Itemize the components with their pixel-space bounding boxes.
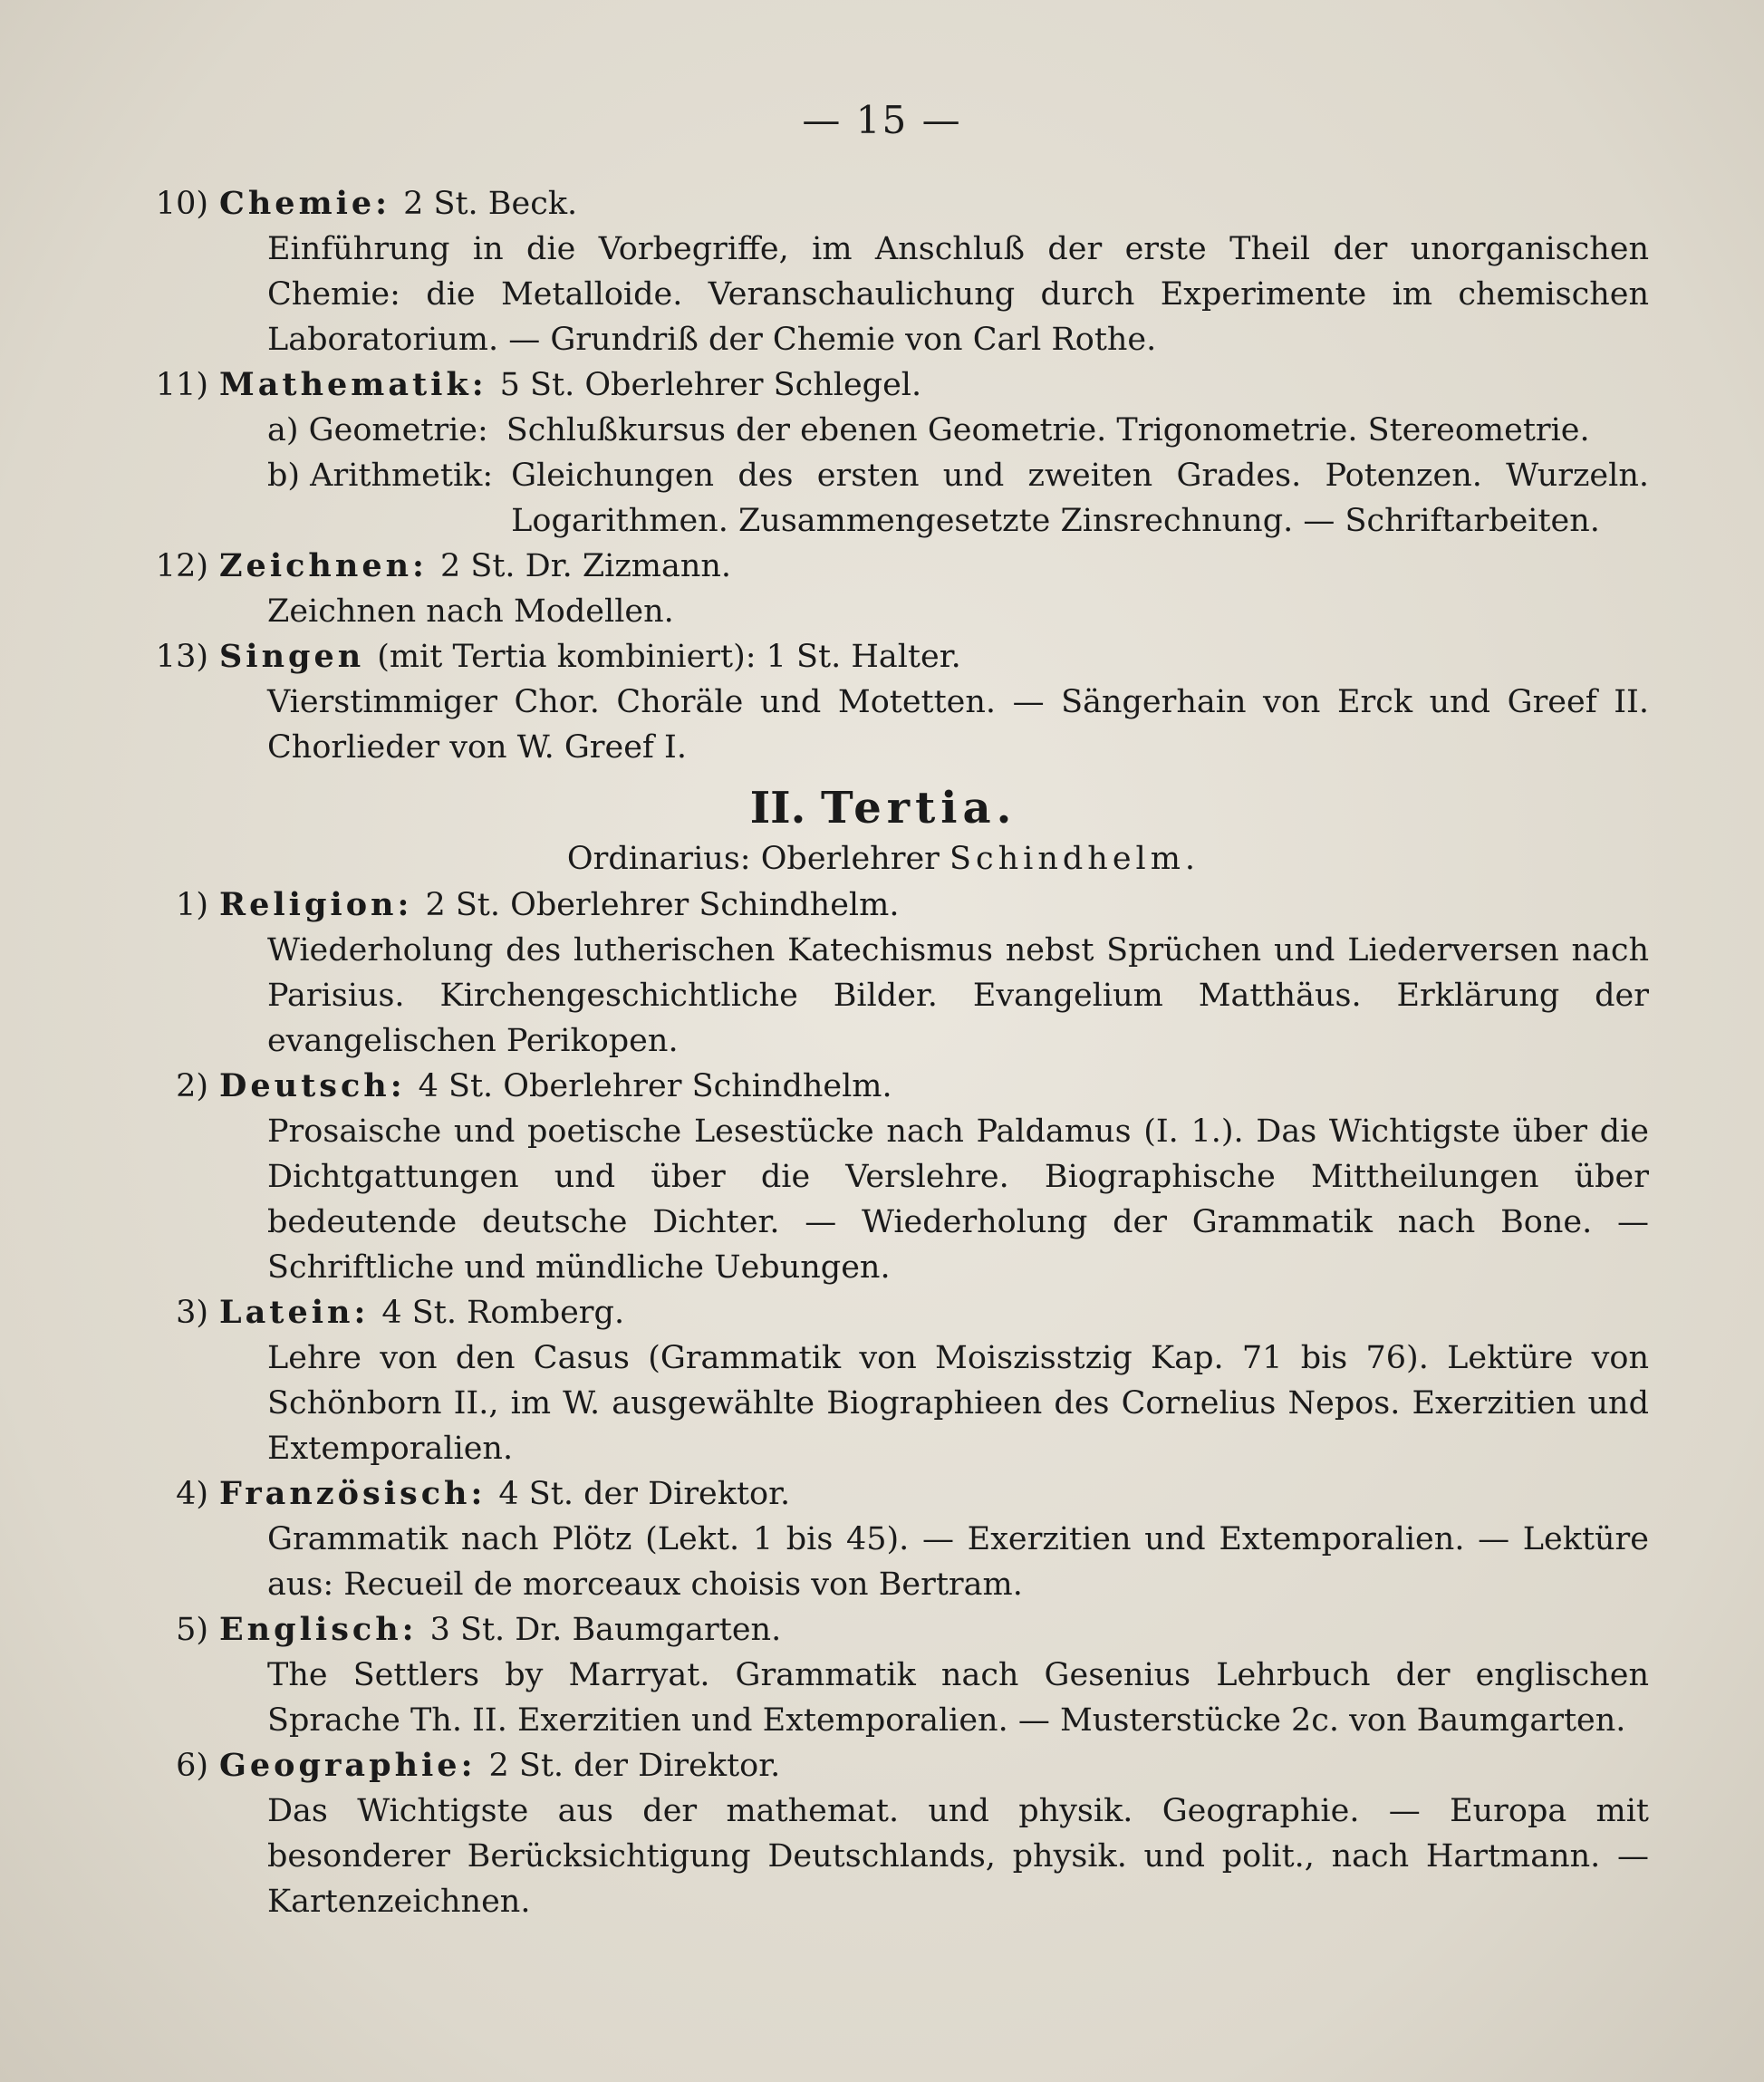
subject-entry: [118, 1743, 1649, 1924]
subject-number: 1): [176, 887, 208, 923]
subject-entry: [118, 1607, 1649, 1743]
subject-name: Latein:: [219, 1294, 370, 1331]
sub-topic: [118, 453, 1649, 544]
ordinarius-label: Ordinarius:: [566, 841, 751, 877]
subject-hours-teacher: 4 St. Romberg.: [381, 1295, 625, 1331]
sub-topic-label: b) Arithmetik:: [267, 458, 494, 494]
subject-heading: [118, 1471, 1649, 1517]
section-tertia: [118, 882, 1649, 1924]
subject-entry: [118, 544, 1649, 634]
subject-heading: [118, 1290, 1649, 1335]
subject-name: Zeichnen:: [219, 547, 428, 584]
subject-description: Prosaische und poetische Lesestücke nach Paldamus (I. 1.). Das Wichtigste über die Dichtgattungen und über die Verslehre. Biographische Mittheilungen über bedeutende deutsche Dichter. — Wiederholung der Grammatik nach Bone. — Schriftliche und mündliche Uebungen.: [267, 1113, 1649, 1286]
sub-topic: [118, 408, 1649, 453]
subject-entry: [118, 1290, 1649, 1471]
subject-hours-teacher: (mit Tertia kombiniert): 1 St. Halter.: [377, 639, 961, 675]
subject-number: 11): [155, 367, 208, 403]
subject-hours-teacher: 5 St. Oberlehrer Schlegel.: [499, 367, 922, 403]
subject-heading: [118, 1064, 1649, 1109]
ordinarius-line: [118, 835, 1649, 882]
subject-heading: [118, 544, 1649, 589]
section-numeral: II.: [749, 783, 806, 834]
subject-entry: [118, 1064, 1649, 1290]
subject-name: Französisch:: [219, 1475, 487, 1512]
subject-hours-teacher: 2 St. der Direktor.: [488, 1748, 781, 1784]
subject-name: Mathematik:: [219, 366, 487, 403]
section-title: Tertia.: [821, 783, 1017, 834]
subject-entry: [118, 634, 1649, 770]
subject-entry: [118, 362, 1649, 544]
subject-entry: [118, 882, 1649, 1064]
subject-number: 2): [176, 1068, 208, 1104]
subject-number: 13): [155, 639, 208, 675]
subject-hours-teacher: 4 St. der Direktor.: [498, 1476, 791, 1512]
subject-hours-teacher: 2 St. Dr. Zizmann.: [439, 548, 732, 584]
subject-name: Deutsch:: [219, 1067, 406, 1104]
subject-heading: [118, 634, 1649, 680]
subject-description: Vierstimmiger Chor. Choräle und Motetten. — Sängerhain von Erck und Greef II. Chorlieder von W. Greef I.: [267, 684, 1649, 766]
subject-number: 3): [176, 1295, 208, 1331]
subject-hours-teacher: 2 St. Beck.: [403, 186, 578, 222]
subject-description: Das Wichtigste aus der mathemat. und physik. Geographie. — Europa mit besonderer Berücksichtigung Deutschlands, physik. und polit., nach Hartmann. — Kartenzeichnen.: [267, 1793, 1649, 1920]
subject-name: Religion:: [219, 886, 413, 923]
subject-name: Singen: [219, 638, 365, 675]
subject-description: Grammatik nach Plötz (Lekt. 1 bis 45). — Exerzitien und Extemporalien. — Lektüre aus: Recueil de morceaux choisis von Bertram.: [267, 1521, 1649, 1603]
subject-hours-teacher: 4 St. Oberlehrer Schindhelm.: [418, 1068, 892, 1104]
subject-number: 10): [155, 186, 208, 222]
subject-description: Wiederholung des lutherischen Katechismus nebst Sprüchen und Liederversen nach Parisius. Kirchengeschichtliche Bilder. Evangelium Matthäus. Erklärung der evangelischen Perikopen.: [267, 932, 1649, 1059]
subject-name: Englisch:: [219, 1611, 418, 1648]
subject-heading: [118, 181, 1649, 227]
subject-heading: [118, 362, 1649, 408]
subject-heading: [118, 1607, 1649, 1653]
ordinarius-name: Schindhelm.: [949, 841, 1200, 877]
subject-description: Lehre von den Casus (Grammatik von Moiszisstzig Kap. 71 bis 76). Lektüre von Schönborn II., im W. ausgewählte Biographieen des Cornelius Nepos. Exerzitien und Extemporalien.: [267, 1340, 1649, 1467]
section-heading: [118, 781, 1649, 835]
ordinarius-teacher-title: Oberlehrer: [760, 841, 940, 877]
page-number: — 15 —: [802, 98, 962, 142]
subject-entry: [118, 1471, 1649, 1607]
subject-name: Geographie:: [219, 1747, 477, 1784]
subject-heading: [118, 882, 1649, 928]
subject-hours-teacher: 3 St. Dr. Baumgarten.: [429, 1612, 782, 1648]
subject-number: 5): [176, 1612, 208, 1648]
subject-description: The Settlers by Marryat. Grammatik nach Gesenius Lehrbuch der englischen Sprache Th. II. Exerzitien und Extemporalien. — Musterstücke 2c. von Baumgarten.: [267, 1657, 1649, 1739]
section-prima-continued: [118, 181, 1649, 770]
sub-topic-text: Gleichungen des ersten und zweiten Grades. Potenzen. Wurzeln. Logarithmen. Zusammengesetzte Zinsrechnung. — Schriftarbeiten.: [511, 458, 1649, 539]
subject-heading: [118, 1743, 1649, 1788]
subject-description: Einführung in die Vorbegriffe, im Anschluß der erste Theil der unorganischen Chemie: die Metalloide. Veranschaulichung durch Experimente im chemischen Laboratorium. — Grundriß der Chemie von Carl Rothe.: [267, 231, 1649, 358]
subject-name: Chemie:: [219, 185, 391, 222]
sub-topic-text: Schlußkursus der ebenen Geometrie. Trigonometrie. Stereometrie.: [506, 412, 1590, 448]
sub-topic-label: a) Geometrie:: [267, 412, 488, 448]
subject-entry: [118, 181, 1649, 362]
page-content: [118, 181, 1649, 1924]
subject-hours-teacher: 2 St. Oberlehrer Schindhelm.: [425, 887, 900, 923]
subject-number: 12): [155, 548, 208, 584]
subject-number: 6): [176, 1748, 208, 1784]
subject-number: 4): [176, 1476, 208, 1512]
subject-description: Zeichnen nach Modellen.: [267, 593, 674, 630]
